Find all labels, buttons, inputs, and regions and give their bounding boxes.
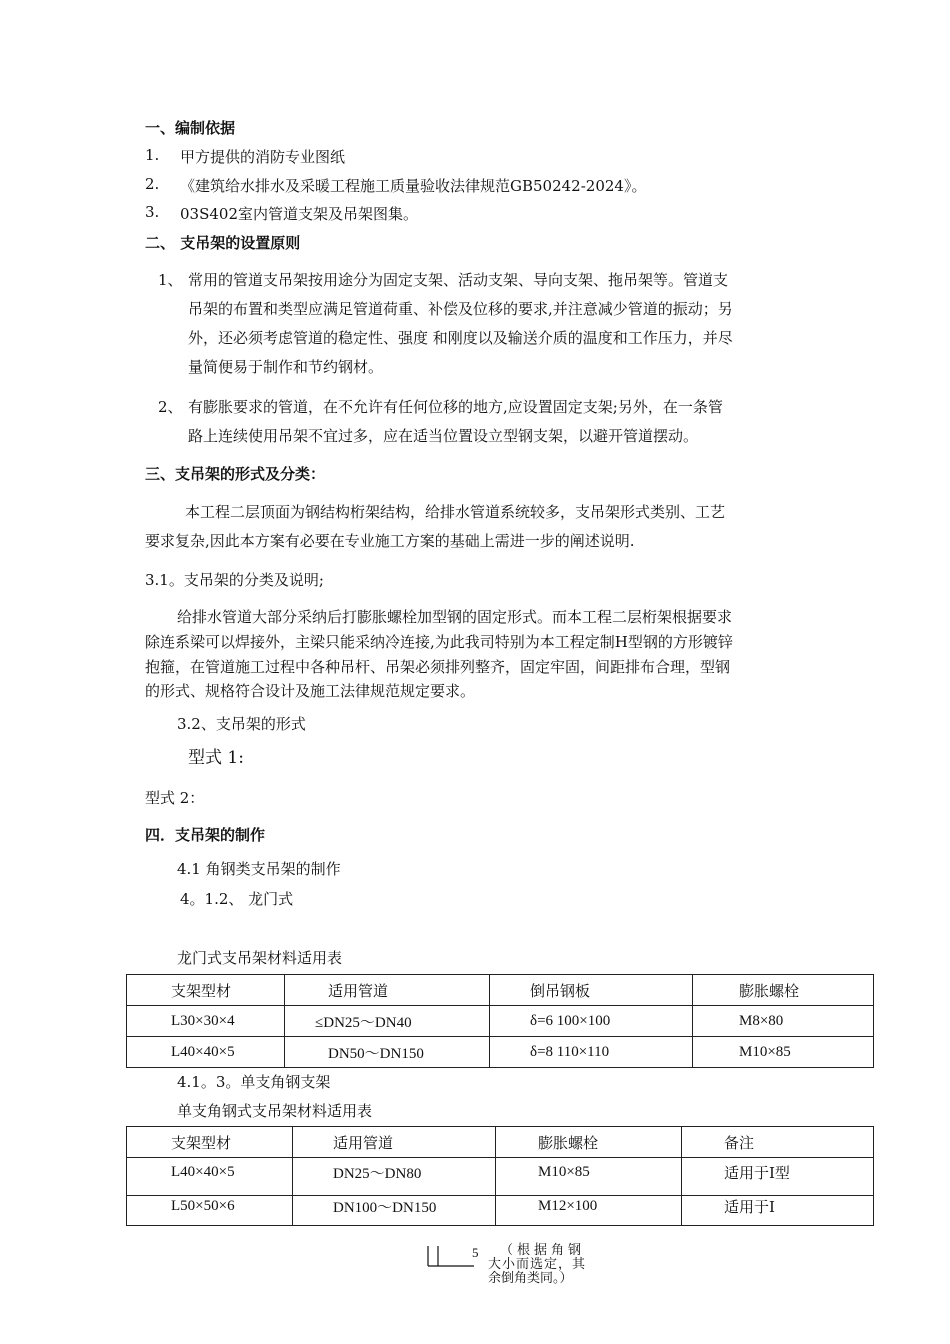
sec3-para1-line-1: 本工程二层顶面为钢结构桁架结构，给排水管道系统较多，支吊架形式类别、工艺: [185, 503, 726, 521]
form-1-label: 型式 1:: [188, 748, 244, 768]
table-header-cell: 适用管道: [285, 975, 490, 1006]
gantry-support-table: [126, 974, 874, 1068]
table-header-row: [127, 975, 874, 1006]
table-cell: δ=6 100×100: [490, 1006, 693, 1037]
footer-note-line-3: 余倒角类同。）: [488, 1271, 573, 1286]
table-header-cell: 适用管道: [293, 1127, 496, 1158]
sec2-item-1-line-4: 量简便易于制作和节约钢材。: [188, 358, 384, 376]
table-header-row: [127, 1127, 874, 1158]
sec3-sub2: 3.2、支吊架的形式: [177, 715, 306, 733]
table-header-cell: 支架型材: [127, 975, 285, 1006]
sec3-sub1: 3.1。支吊架的分类及说明;: [145, 571, 324, 589]
table-cell: δ=8 110×110: [490, 1037, 693, 1068]
table-header-cell: 倒吊钢板: [490, 975, 693, 1006]
sec3-para2-line-2: 除连系梁可以焊接外，主梁只能采纳冷连接,为此我司特别为本工程定制H型钢的方形镀锌: [145, 633, 733, 651]
sec2-item-1-line-3: 外，还必须考虑管道的稳定性、强度 和刚度以及输送介质的温度和工作压力，并尽: [188, 329, 733, 347]
table-cell: ≤DN25～DN40: [285, 1006, 490, 1037]
sec3-para2-line-4: 的形式、规格符合设计及施工法律规范规定要求。: [145, 682, 476, 700]
table-header-cell: 支架型材: [127, 1127, 293, 1158]
table-cell: L50×50×6: [127, 1196, 293, 1226]
sec4-sub3: 4.1。3。单支角钢支架: [177, 1073, 331, 1091]
sec3-para1-line-2: 要求复杂,因此本方案有必要在专业施工方案的基础上需进一步的阐述说明.: [145, 532, 635, 550]
table-cell: M12×100: [496, 1196, 682, 1226]
sec2-item-1-line-1: 常用的管道支吊架按用途分为固定支架、活动支架、导向支架、拖吊架等。管道支: [188, 271, 729, 289]
table-cell: L40×40×5: [127, 1037, 285, 1068]
table-cell: DN50～DN150: [285, 1037, 490, 1068]
footer-note-line-1: （根据角钢: [500, 1243, 586, 1258]
sec1-item-3-num: 3.: [145, 203, 160, 221]
sec4-sub1: 4.1 角钢类支吊架的制作: [177, 860, 341, 878]
section-2-title: 二、 支吊架的设置原则: [145, 234, 301, 252]
sec2-item-1-num: 1、: [158, 271, 183, 289]
sec3-para2-line-1: 给排水管道大部分采纳后打膨胀螺栓加型钢的固定形式。而本工程二层桁架根据要求: [177, 608, 733, 626]
table-row: [127, 1037, 874, 1068]
sec1-item-2-num: 2.: [145, 175, 160, 193]
table-cell: DN25～DN80: [293, 1158, 496, 1196]
footer-note-line-2: 大小而选定，其: [488, 1257, 587, 1272]
sec2-item-2-num: 2、: [158, 398, 183, 416]
sec2-item-2-line-1: 有膨胀要求的管道，在不允许有任何位移的地方,应设置固定支架;另外，在一条管: [188, 398, 723, 416]
page-number: 5: [472, 1245, 479, 1260]
table-1-caption: 龙门式支吊架材料适用表: [177, 949, 343, 967]
table-cell: L30×30×4: [127, 1006, 285, 1037]
table-cell: DN100～DN150: [293, 1196, 496, 1226]
single-angle-support-table: [126, 1126, 874, 1226]
table-row: [127, 1196, 874, 1226]
table-cell: M10×85: [496, 1158, 682, 1196]
sec1-item-1-num: 1.: [145, 146, 160, 164]
sec2-item-2-line-2: 路上连续使用吊架不宜过多，应在适当位置设立型钢支架，以避开管道摆动。: [188, 427, 699, 445]
table-cell: M10×85: [693, 1037, 874, 1068]
section-4-title: 四．支吊架的制作: [145, 826, 266, 844]
footer-bracket-icon: [426, 1244, 476, 1270]
table-2-caption: 单支角钢式支吊架材料适用表: [177, 1102, 373, 1120]
sec1-item-3-text: 03S402室内管道支架及吊架图集。: [180, 205, 418, 223]
table-row: [127, 1006, 874, 1037]
table-header-cell: 膨胀螺栓: [693, 975, 874, 1006]
table-header-cell: 膨胀螺栓: [496, 1127, 682, 1158]
table-cell: L40×40×5: [127, 1158, 293, 1196]
footer-note: [488, 1243, 587, 1286]
section-1-title: 一、编制依据: [145, 119, 236, 137]
table-cell: 适用于Ⅰ: [682, 1196, 874, 1226]
table-cell: M8×80: [693, 1006, 874, 1037]
sec1-item-1-text: 甲方提供的消防专业图纸: [180, 148, 346, 166]
table-row: [127, 1158, 874, 1196]
table-header-cell: 备注: [682, 1127, 874, 1158]
table-cell: 适用于Ⅰ型: [682, 1158, 874, 1196]
sec3-para2-line-3: 抱箍，在管道施工过程中各种吊杆、吊架必须排列整齐，固定牢固，间距排布合理，型钢: [145, 658, 731, 676]
form-2-label: 型式 2：: [145, 789, 205, 807]
section-3-title: 三、支吊架的形式及分类：: [145, 465, 326, 483]
sec4-sub2: 4。1.2、 龙门式: [180, 890, 294, 908]
sec1-item-2-text: 《建筑给水排水及采暖工程施工质量验收法律规范GB50242-2024》。: [180, 177, 647, 195]
sec2-item-1-line-2: 吊架的布置和类型应满足管道荷重、补偿及位移的要求,并注意减少管道的振动；另: [188, 300, 733, 318]
